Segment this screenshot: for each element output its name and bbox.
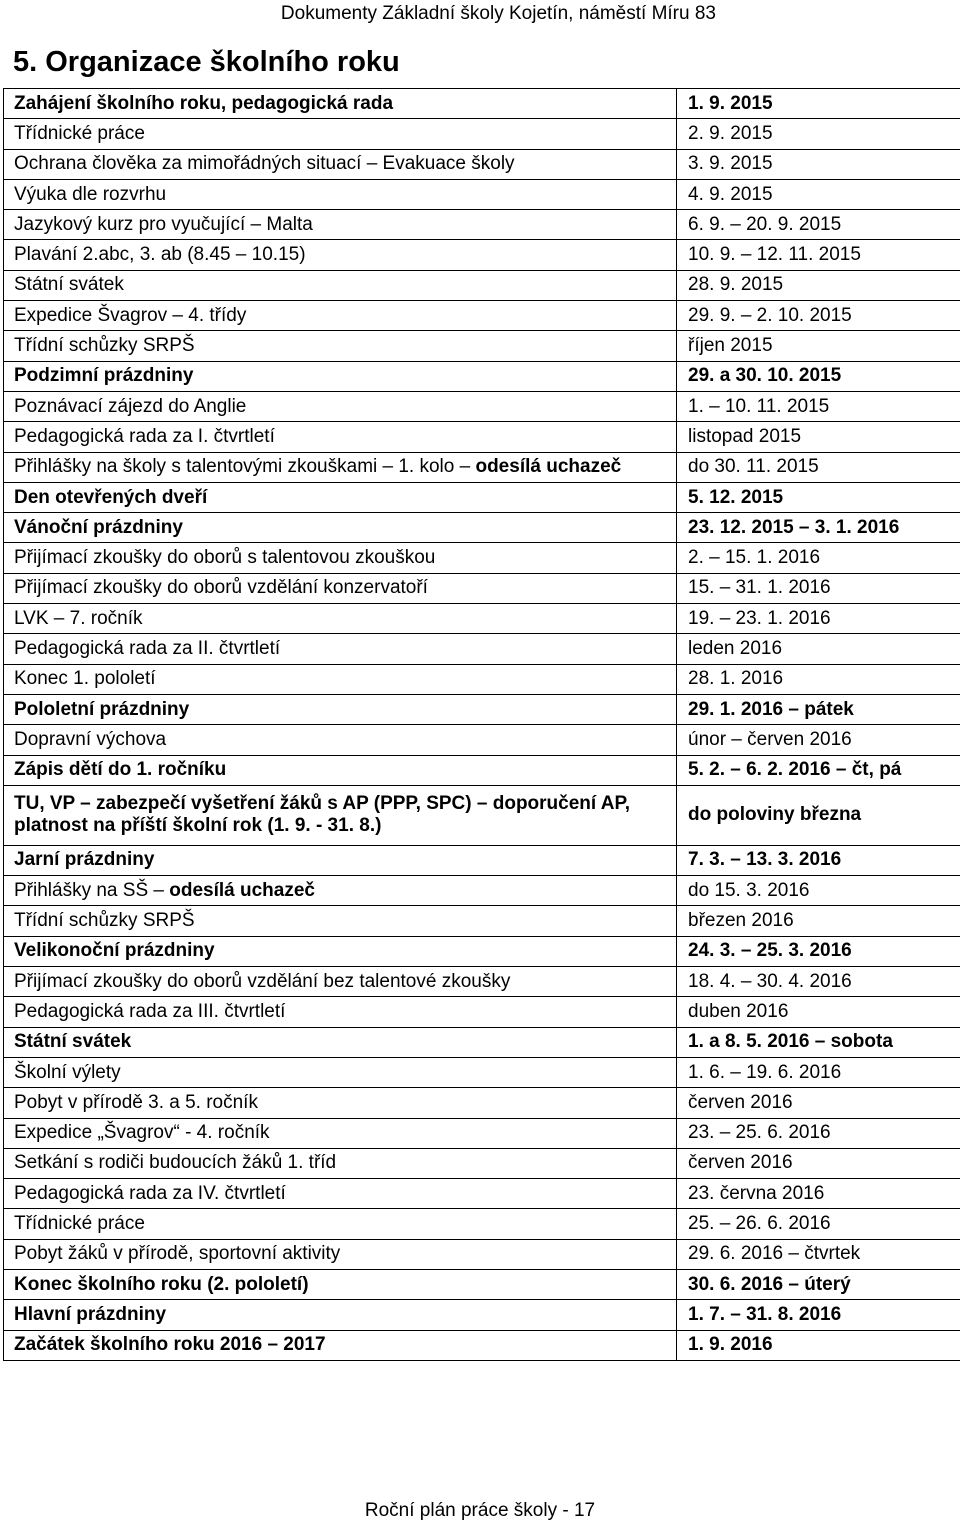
- event-cell: Velikonoční prázdniny: [4, 936, 677, 966]
- date-cell: červen 2016: [677, 1148, 960, 1178]
- event-cell: Konec 1. pololetí: [4, 664, 677, 694]
- schedule-row: [4, 1179, 960, 1209]
- event-cell: Třídnické práce: [4, 119, 677, 149]
- event-cell: Hlavní prázdniny: [4, 1300, 677, 1330]
- schedule-row: [4, 119, 960, 149]
- schedule-row: [4, 482, 960, 512]
- event-cell: Výuka dle rozvrhu: [4, 179, 677, 209]
- schedule-row: [4, 513, 960, 543]
- schedule-row: [4, 725, 960, 755]
- schedule-row: [4, 876, 960, 906]
- date-cell: 7. 3. – 13. 3. 2016: [677, 845, 960, 875]
- event-cell: Poznávací zájezd do Anglie: [4, 391, 677, 421]
- schedule-row: [4, 270, 960, 300]
- event-cell: Státní svátek: [4, 1027, 677, 1057]
- event-cell: Přijímací zkoušky do oborů vzdělání bez talentové zkoušky: [4, 967, 677, 997]
- date-cell: 23. – 25. 6. 2016: [677, 1118, 960, 1148]
- event-text-part: odesílá uchazeč: [475, 456, 622, 478]
- event-cell: Třídní schůzky SRPŠ: [4, 331, 677, 361]
- event-cell: Konec školního roku (2. pololetí): [4, 1269, 677, 1299]
- event-cell: Školní výlety: [4, 1057, 677, 1087]
- schedule-row: [4, 543, 960, 573]
- event-cell: Pobyt žáků v přírodě, sportovní aktivity: [4, 1239, 677, 1269]
- date-cell: do poloviny března: [677, 785, 960, 845]
- schedule-row: [4, 634, 960, 664]
- date-cell: 1. 9. 2016: [677, 1330, 960, 1360]
- date-cell: 3. 9. 2015: [677, 149, 960, 179]
- date-cell: 1. 6. – 19. 6. 2016: [677, 1057, 960, 1087]
- date-cell: duben 2016: [677, 997, 960, 1027]
- date-cell: 6. 9. – 20. 9. 2015: [677, 210, 960, 240]
- event-cell: Třídní schůzky SRPŠ: [4, 906, 677, 936]
- school-year-schedule-table: [3, 88, 960, 1361]
- date-cell: 19. – 23. 1. 2016: [677, 604, 960, 634]
- event-cell: [4, 452, 677, 482]
- schedule-row: [4, 1209, 960, 1239]
- event-cell: Jarní prázdniny: [4, 845, 677, 875]
- date-cell: 29. 6. 2016 – čtvrtek: [677, 1239, 960, 1269]
- event-cell: Přijímací zkoušky do oborů s talentovou zkouškou: [4, 543, 677, 573]
- date-cell: 25. – 26. 6. 2016: [677, 1209, 960, 1239]
- schedule-row: [4, 1088, 960, 1118]
- event-cell: Pedagogická rada za I. čtvrtletí: [4, 422, 677, 452]
- section-title: 5. Organizace školního roku: [13, 46, 400, 78]
- date-cell: 1. – 10. 11. 2015: [677, 391, 960, 421]
- schedule-row: [4, 1330, 960, 1360]
- schedule-row: [4, 331, 960, 361]
- date-cell: 29. 9. – 2. 10. 2015: [677, 301, 960, 331]
- schedule-row: [4, 755, 960, 785]
- event-cell: Pobyt v přírodě 3. a 5. ročník: [4, 1088, 677, 1118]
- date-cell: březen 2016: [677, 906, 960, 936]
- schedule-row: [4, 845, 960, 875]
- date-cell: 15. – 31. 1. 2016: [677, 573, 960, 603]
- schedule-row: [4, 301, 960, 331]
- schedule-row: [4, 1027, 960, 1057]
- schedule-row: [4, 1239, 960, 1269]
- date-cell: do 15. 3. 2016: [677, 876, 960, 906]
- event-cell: Ochrana člověka za mimořádných situací – Evakuace školy: [4, 149, 677, 179]
- event-cell: [4, 876, 677, 906]
- event-cell: Expedice Švagrov – 4. třídy: [4, 301, 677, 331]
- event-cell: Setkání s rodiči budoucích žáků 1. tříd: [4, 1148, 677, 1178]
- date-cell: 29. a 30. 10. 2015: [677, 361, 960, 391]
- event-cell: Třídnické práce: [4, 1209, 677, 1239]
- schedule-row: [4, 1269, 960, 1299]
- schedule-row: [4, 664, 960, 694]
- schedule-row: [4, 1057, 960, 1087]
- date-cell: 5. 2. – 6. 2. 2016 – čt, pá: [677, 755, 960, 785]
- event-cell: Pedagogická rada za III. čtvrtletí: [4, 997, 677, 1027]
- schedule-row: [4, 452, 960, 482]
- schedule-row: [4, 785, 960, 845]
- event-cell: LVK – 7. ročník: [4, 604, 677, 634]
- schedule-row: [4, 997, 960, 1027]
- date-cell: 1. 7. – 31. 8. 2016: [677, 1300, 960, 1330]
- date-cell: do 30. 11. 2015: [677, 452, 960, 482]
- date-cell: 29. 1. 2016 – pátek: [677, 694, 960, 724]
- schedule-body: [4, 89, 960, 1361]
- schedule-row: [4, 694, 960, 724]
- page-footer: Roční plán práce školy - 17: [364, 1500, 596, 1521]
- date-cell: 28. 9. 2015: [677, 270, 960, 300]
- date-cell: 1. 9. 2015: [677, 89, 960, 119]
- event-cell: Jazykový kurz pro vyučující – Malta: [4, 210, 677, 240]
- event-cell: Podzimní prázdniny: [4, 361, 677, 391]
- event-text-part: odesílá uchazeč: [169, 879, 315, 901]
- schedule-row: [4, 422, 960, 452]
- schedule-row: [4, 936, 960, 966]
- date-cell: červen 2016: [677, 1088, 960, 1118]
- schedule-row: [4, 1148, 960, 1178]
- date-cell: říjen 2015: [677, 331, 960, 361]
- event-cell: Pedagogická rada za IV. čtvrtletí: [4, 1179, 677, 1209]
- event-cell: Zápis dětí do 1. ročníku: [4, 755, 677, 785]
- schedule-row: [4, 361, 960, 391]
- event-cell: Vánoční prázdniny: [4, 513, 677, 543]
- event-cell: Pedagogická rada za II. čtvrtletí: [4, 634, 677, 664]
- event-text-part: Přihlášky na SŠ –: [14, 879, 170, 901]
- schedule-row: [4, 179, 960, 209]
- date-cell: 23. 12. 2015 – 3. 1. 2016: [677, 513, 960, 543]
- event-cell: Přijímací zkoušky do oborů vzdělání konzervatoří: [4, 573, 677, 603]
- date-cell: 2. – 15. 1. 2016: [677, 543, 960, 573]
- date-cell: 1. a 8. 5. 2016 – sobota: [677, 1027, 960, 1057]
- date-cell: 4. 9. 2015: [677, 179, 960, 209]
- date-cell: únor – červen 2016: [677, 725, 960, 755]
- schedule-row: [4, 1118, 960, 1148]
- schedule-row: [4, 967, 960, 997]
- date-cell: 2. 9. 2015: [677, 119, 960, 149]
- schedule-row: [4, 604, 960, 634]
- date-cell: 23. června 2016: [677, 1179, 960, 1209]
- schedule-row: [4, 89, 960, 119]
- schedule-row: [4, 573, 960, 603]
- event-cell: Začátek školního roku 2016 – 2017: [4, 1330, 677, 1360]
- event-cell: TU, VP – zabezpečí vyšetření žáků s AP (PPP, SPC) – doporučení AP, platnost na příští školní rok (1. 9. - 31. 8.): [4, 785, 677, 845]
- page-header: Dokumenty Základní školy Kojetín, náměstí Míru 83: [280, 3, 716, 24]
- date-cell: 28. 1. 2016: [677, 664, 960, 694]
- schedule-row: [4, 210, 960, 240]
- event-cell: Expedice „Švagrov“ - 4. ročník: [4, 1118, 677, 1148]
- schedule-row: [4, 906, 960, 936]
- date-cell: 30. 6. 2016 – úterý: [677, 1269, 960, 1299]
- event-cell: Den otevřených dveří: [4, 482, 677, 512]
- schedule-row: [4, 149, 960, 179]
- event-cell: Státní svátek: [4, 270, 677, 300]
- event-cell: Dopravní výchova: [4, 725, 677, 755]
- date-cell: leden 2016: [677, 634, 960, 664]
- date-cell: 10. 9. – 12. 11. 2015: [677, 240, 960, 270]
- event-text-part: Přihlášky na školy s talentovými zkouškami – 1. kolo –: [14, 456, 476, 478]
- date-cell: 24. 3. – 25. 3. 2016: [677, 936, 960, 966]
- schedule-row: [4, 391, 960, 421]
- event-cell: Pololetní prázdniny: [4, 694, 677, 724]
- event-cell: Plavání 2.abc, 3. ab (8.45 – 10.15): [4, 240, 677, 270]
- date-cell: 5. 12. 2015: [677, 482, 960, 512]
- date-cell: 18. 4. – 30. 4. 2016: [677, 967, 960, 997]
- schedule-row: [4, 240, 960, 270]
- event-cell: Zahájení školního roku, pedagogická rada: [4, 89, 677, 119]
- schedule-row: [4, 1300, 960, 1330]
- date-cell: listopad 2015: [677, 422, 960, 452]
